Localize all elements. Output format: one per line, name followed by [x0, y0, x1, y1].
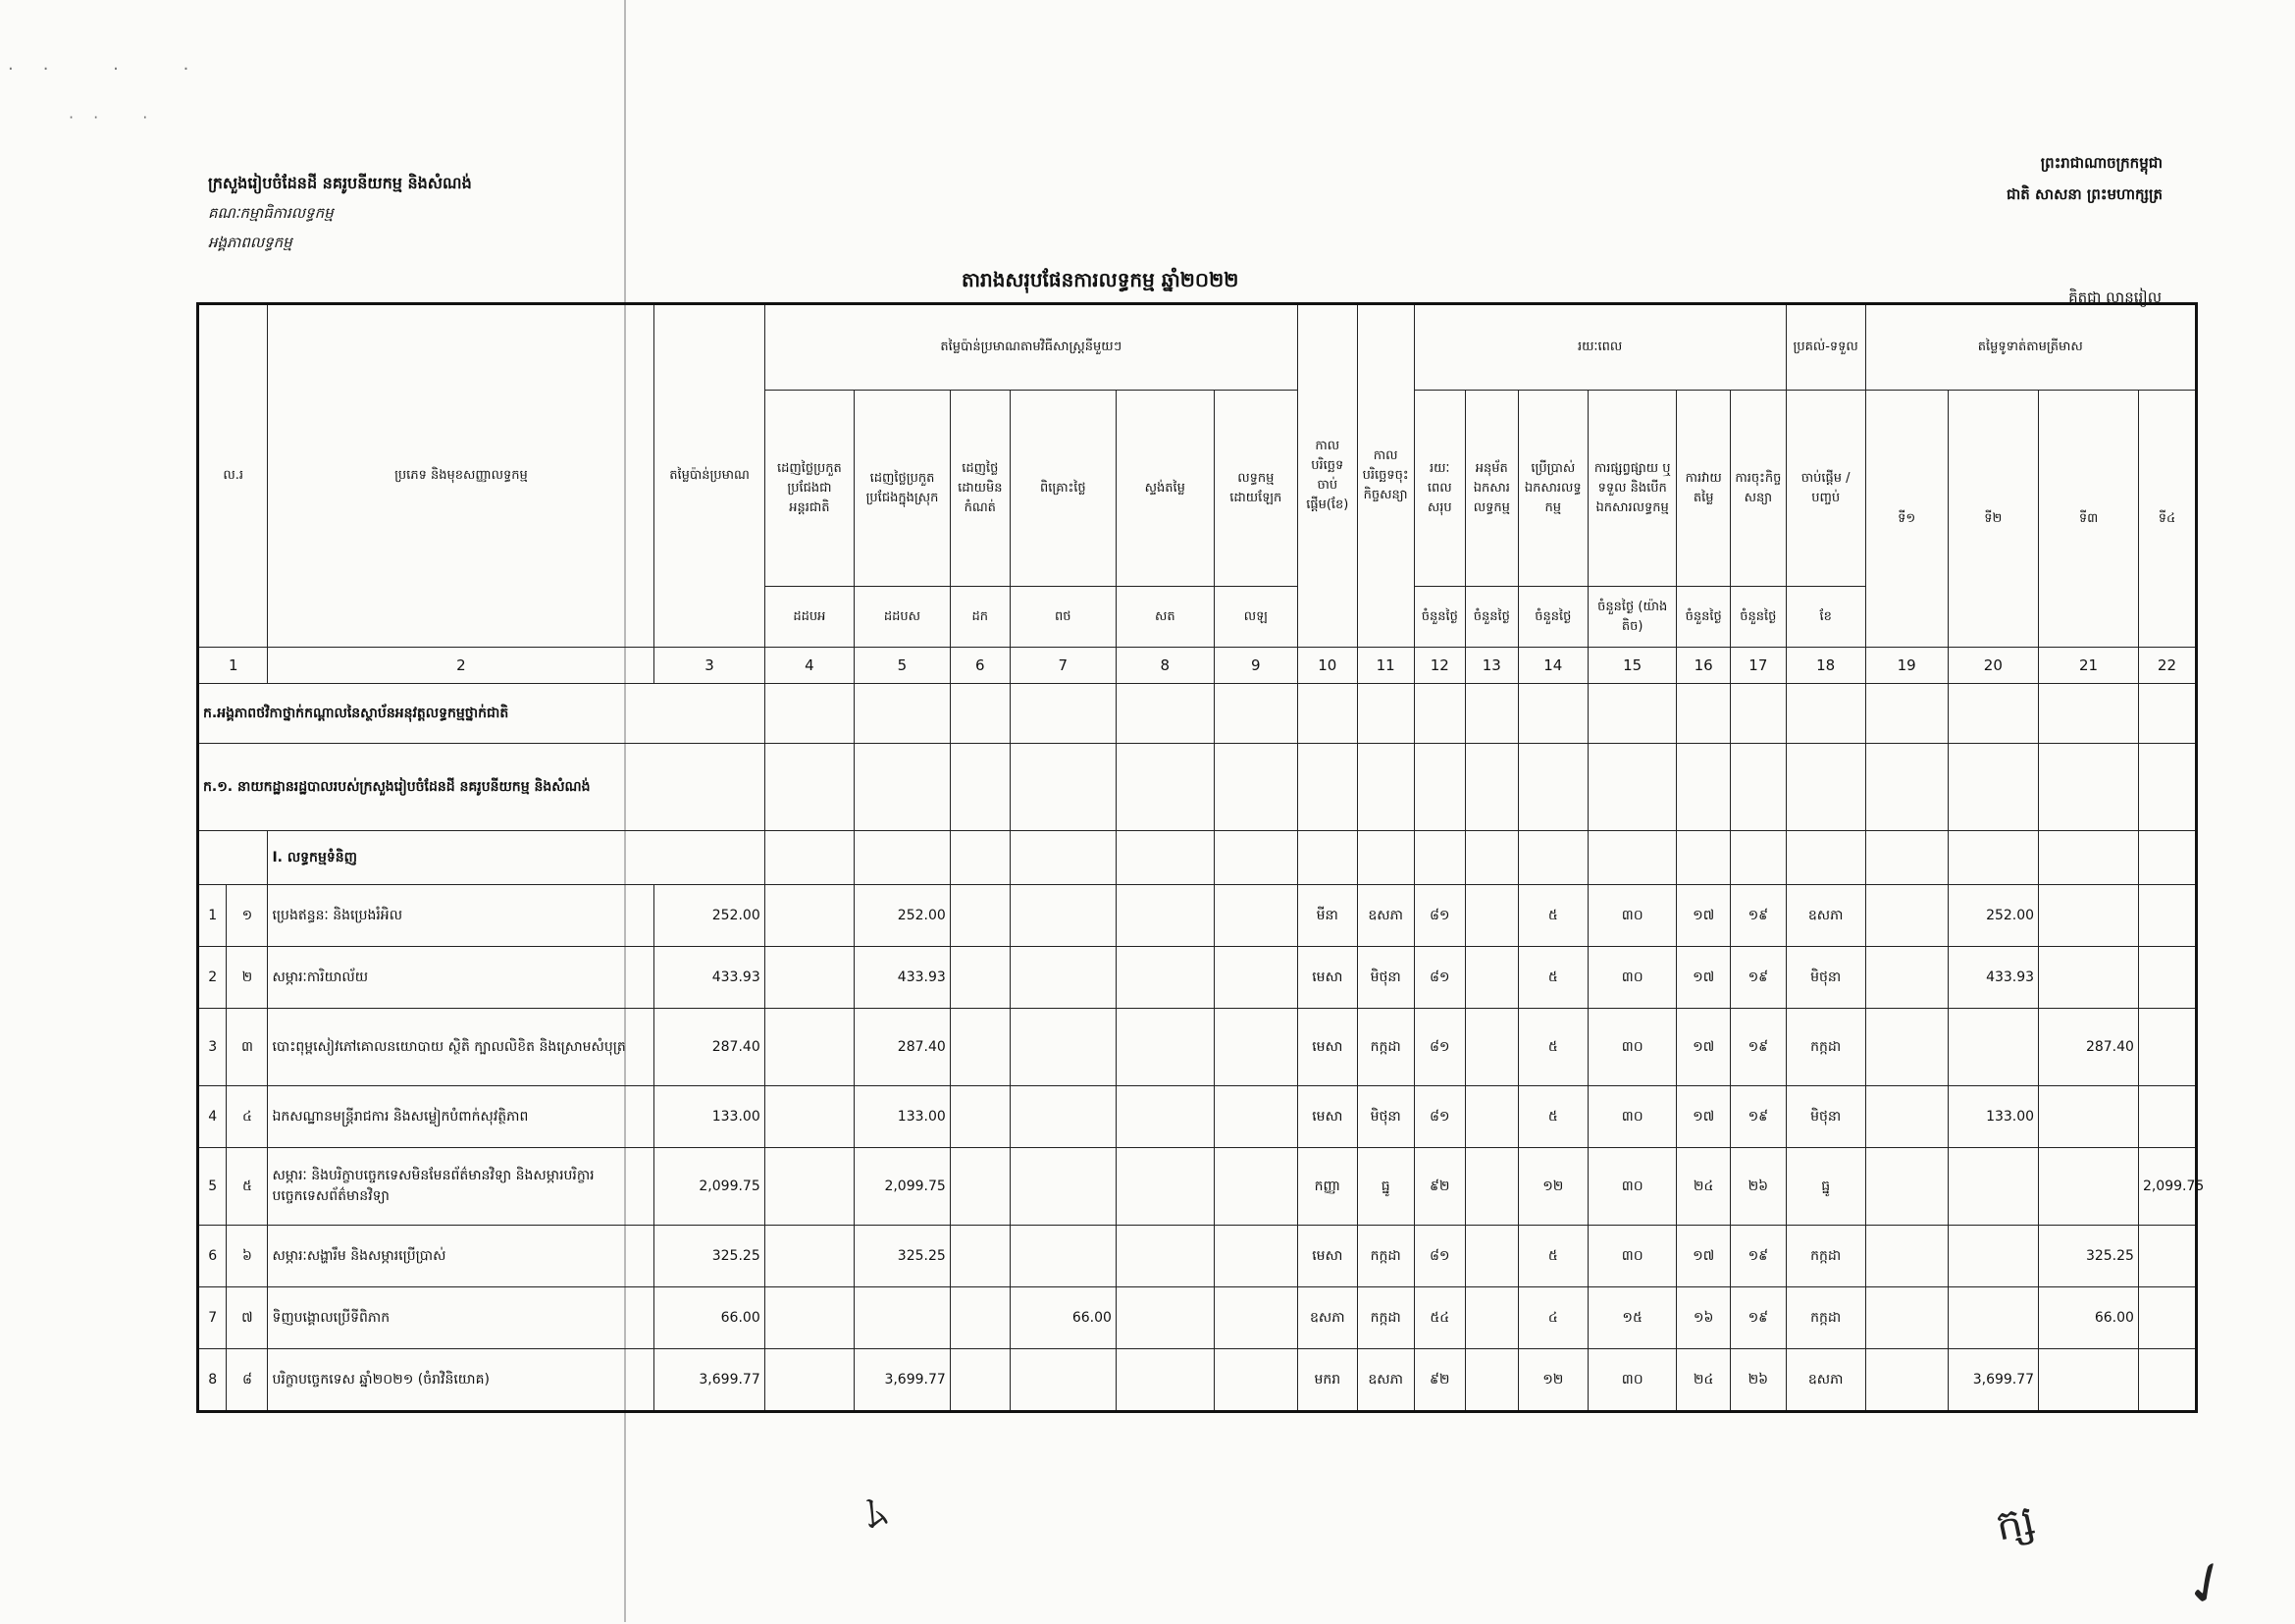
evaluation-days: ១៧	[1677, 1009, 1731, 1086]
sign-month: ឧសភា	[1357, 885, 1414, 947]
item-name: សម្ភារៈ និងបរិក្ខាបច្ចេកទេសមិនមែនព័ត៌មានវិទ្យា និងសម្ភារបរិក្ខារបច្ចេកទេសព័ត៌មានវិទ្យា	[268, 1148, 654, 1226]
use-days: ១២	[1518, 1148, 1588, 1226]
icb-value	[764, 1086, 854, 1148]
q1-value	[1865, 1349, 1948, 1412]
abbr-price-survey: សត	[1116, 587, 1214, 648]
special-value	[1214, 947, 1297, 1009]
table-row	[198, 1349, 2197, 1412]
row-no: 6	[198, 1226, 227, 1287]
row-sub-no: ៣	[227, 1009, 268, 1086]
contract-days: ២៦	[1730, 1148, 1786, 1226]
total-days: ៩២	[1414, 1349, 1466, 1412]
unlimited-value	[950, 1086, 1010, 1148]
table-row	[198, 947, 2197, 1009]
survey-value	[1116, 1009, 1214, 1086]
col-number: 4	[764, 648, 854, 684]
contract-days: ១៩	[1730, 1226, 1786, 1287]
evaluation-days: ១៦	[1677, 1287, 1731, 1349]
special-value	[1214, 1349, 1297, 1412]
col-number: 17	[1730, 648, 1786, 684]
ministry-name: ក្រសួងរៀបចំដែនដី នគរូបនីយកម្ម និងសំណង់	[208, 174, 472, 192]
start-month: មេសា	[1297, 1009, 1357, 1086]
section-row	[198, 744, 2197, 831]
consultation-value	[1010, 1086, 1116, 1148]
survey-value	[1116, 1086, 1214, 1148]
item-name: ទិញបង្គោលប្រើទីពិភាក	[268, 1287, 654, 1349]
budget-value: 3,699.77	[654, 1349, 764, 1412]
col-number: 15	[1589, 648, 1677, 684]
q4-value	[2138, 1349, 2196, 1412]
col-number: 6	[950, 648, 1010, 684]
table-row	[198, 1226, 2197, 1287]
unlimited-value	[950, 947, 1010, 1009]
sign-month: មិថុនា	[1357, 947, 1414, 1009]
check-mark: ✓	[2170, 1543, 2243, 1624]
q2-value: 252.00	[1948, 885, 2038, 947]
budget-value: 133.00	[654, 1086, 764, 1148]
col-header-sign-date: កាលបរិច្ឆេទចុះកិច្ចសន្យា	[1357, 304, 1414, 648]
col-header-use-docs: ប្រើប្រាស់ឯកសារលទ្ធកម្ម	[1518, 391, 1588, 587]
delivery-month: ឧសភា	[1786, 1349, 1865, 1412]
scan-specks: ·· · ·	[8, 59, 219, 79]
special-value	[1214, 885, 1297, 947]
approve-days	[1466, 1009, 1519, 1086]
col-header-publish: ការផ្សព្វផ្សាយ ឬ ទទួល និងបើកឯកសារលទ្ធកម្ម	[1589, 391, 1677, 587]
row-no: 4	[198, 1086, 227, 1148]
section-row	[198, 684, 2197, 744]
q4-value	[2138, 1226, 2196, 1287]
col-number: 22	[2138, 648, 2196, 684]
col-header-budget: តម្លៃប៉ាន់ប្រមាណ	[654, 304, 764, 648]
national-motto: ជាតិ សាសនា ព្រះមហាក្សត្រ	[2007, 185, 2163, 203]
icb-value	[764, 947, 854, 1009]
delivery-month: មិថុនា	[1786, 947, 1865, 1009]
q1-value	[1865, 885, 1948, 947]
q3-value: 325.25	[2039, 1226, 2139, 1287]
ncb-value: 287.40	[855, 1009, 951, 1086]
col-number: 13	[1466, 648, 1519, 684]
col-header-start-date: កាលបរិច្ឆេទចាប់ផ្តើម(ខែ)	[1297, 304, 1357, 648]
col-header-evaluation: ការវាយតម្លៃ	[1677, 391, 1731, 587]
icb-value	[764, 1349, 854, 1412]
row-no: 2	[198, 947, 227, 1009]
q1-value	[1865, 1287, 1948, 1349]
consultation-value	[1010, 885, 1116, 947]
col-number: 11	[1357, 648, 1414, 684]
consultation-value: 66.00	[1010, 1287, 1116, 1349]
col-number: 8	[1116, 648, 1214, 684]
committee-name: គណៈកម្មាធិការលទ្ធកម្ម	[208, 204, 334, 222]
section-title-a: ក.អង្គភាពថវិកាថ្នាក់កណ្តាលនៃស្ថាប័នអនុវត្តលទ្ធកម្មថ្នាក់ជាតិ	[198, 684, 765, 744]
col-header-q3: ទី៣	[2039, 391, 2139, 648]
col-header-start-end: ចាប់ផ្តើម /បញ្ចប់	[1786, 391, 1865, 587]
item-name: ប្រេងឥន្ធនៈ និងប្រេងរំអិល	[268, 885, 654, 947]
item-name: បរិក្ខាបច្ចេកទេស ឆ្នាំ២០២១ (ចំរាវិនិយោគ)	[268, 1349, 654, 1412]
q4-value: 2,099.75	[2138, 1148, 2196, 1226]
kingdom-header	[2007, 147, 2163, 210]
icb-value	[764, 1287, 854, 1349]
approve-days	[1466, 885, 1519, 947]
approve-days	[1466, 1287, 1519, 1349]
consultation-value	[1010, 1148, 1116, 1226]
unit-month-18: ខែ	[1786, 587, 1865, 648]
procurement-table-wrapper	[196, 302, 2205, 1413]
col-header-special: លទ្ធកម្មដោយឡែក	[1214, 391, 1297, 587]
total-days: ៨១	[1414, 947, 1466, 1009]
col-number: 7	[1010, 648, 1116, 684]
use-days: ៥	[1518, 885, 1588, 947]
sign-month: ធ្នូ	[1357, 1148, 1414, 1226]
q4-value	[2138, 1009, 2196, 1086]
q3-value	[2039, 1148, 2139, 1226]
unlimited-value	[950, 1148, 1010, 1226]
start-month: មីនា	[1297, 885, 1357, 947]
unlimited-value	[950, 1009, 1010, 1086]
consultation-value	[1010, 1226, 1116, 1287]
table-row	[198, 1287, 2197, 1349]
delivery-month: កក្កដា	[1786, 1009, 1865, 1086]
subsection-goods: I. លទ្ធកម្មទំនិញ	[268, 831, 764, 885]
publish-days: ៣០	[1589, 1226, 1677, 1287]
total-days: ៨១	[1414, 885, 1466, 947]
sign-month: មិថុនា	[1357, 1086, 1414, 1148]
start-month: មេសា	[1297, 947, 1357, 1009]
evaluation-days: ១៧	[1677, 1226, 1731, 1287]
unit-days-12: ចំនួនថ្ងៃ	[1414, 587, 1466, 648]
q2-value: 133.00	[1948, 1086, 2038, 1148]
budget-value: 287.40	[654, 1009, 764, 1086]
col-number: 3	[654, 648, 764, 684]
row-no: 3	[198, 1009, 227, 1086]
start-month: កញ្ញា	[1297, 1148, 1357, 1226]
special-value	[1214, 1086, 1297, 1148]
survey-value	[1116, 1287, 1214, 1349]
use-days: ១២	[1518, 1349, 1588, 1412]
delivery-month: ឧសភា	[1786, 885, 1865, 947]
col-group-budget-methods: តម្លៃប៉ាន់ប្រមាណតាមវិធីសាស្ត្រនីមួយៗ	[764, 304, 1297, 391]
abbr-consultation: ពថ	[1010, 587, 1116, 648]
q2-value: 433.93	[1948, 947, 2038, 1009]
col-number: 5	[855, 648, 951, 684]
ncb-value: 3,699.77	[855, 1349, 951, 1412]
start-month: ឧសភា	[1297, 1287, 1357, 1349]
signature-mark-left: ﾑ	[857, 1487, 893, 1540]
col-header-icb: ដេញថ្លៃប្រកួតប្រជែងជាអន្តរជាតិ	[764, 391, 854, 587]
start-month: មេសា	[1297, 1226, 1357, 1287]
approve-days	[1466, 1148, 1519, 1226]
col-group-delivery: ប្រគល់-ទទួល	[1786, 304, 1865, 391]
ncb-value: 433.93	[855, 947, 951, 1009]
col-header-q4: ទី៤	[2138, 391, 2196, 648]
unlimited-value	[950, 1226, 1010, 1287]
start-month: មករា	[1297, 1349, 1357, 1412]
consultation-value	[1010, 1349, 1116, 1412]
sign-month: កក្កដា	[1357, 1226, 1414, 1287]
row-sub-no: ៦	[227, 1226, 268, 1287]
table-row	[198, 1009, 2197, 1086]
currency-unit: គិតជា លានរៀល	[2068, 288, 2162, 306]
consultation-value	[1010, 1009, 1116, 1086]
sign-month: កក្កដា	[1357, 1287, 1414, 1349]
sign-month: កក្កដា	[1357, 1009, 1414, 1086]
contract-days: ១៩	[1730, 1009, 1786, 1086]
delivery-month: មិថុនា	[1786, 1086, 1865, 1148]
approve-days	[1466, 1086, 1519, 1148]
table-row	[198, 1086, 2197, 1148]
delivery-month: ធ្នូ	[1786, 1148, 1865, 1226]
icb-value	[764, 1148, 854, 1226]
q4-value	[2138, 1287, 2196, 1349]
row-sub-no: ២	[227, 947, 268, 1009]
q1-value	[1865, 947, 1948, 1009]
col-header-q2: ទី២	[1948, 391, 2038, 648]
evaluation-days: ២៤	[1677, 1349, 1731, 1412]
item-name: សម្ភារៈសង្ហារឹម និងសម្ភារប្រើប្រាស់	[268, 1226, 654, 1287]
col-group-quarter: តម្លៃទូទាត់តាមត្រីមាស	[1865, 304, 2196, 391]
col-header-unlimited: ដេញថ្លៃដោយមិនកំណត់	[950, 391, 1010, 587]
q2-value	[1948, 1148, 2038, 1226]
item-name: សម្ភារៈការិយាល័យ	[268, 947, 654, 1009]
col-number: 16	[1677, 648, 1731, 684]
q1-value	[1865, 1148, 1948, 1226]
col-header-ncb: ដេញថ្លៃប្រកួតប្រជែងក្នុងស្រុក	[855, 391, 951, 587]
q3-value: 287.40	[2039, 1009, 2139, 1086]
row-sub-no: ៧	[227, 1287, 268, 1349]
q3-value	[2039, 947, 2139, 1009]
approve-days	[1466, 1226, 1519, 1287]
col-number: 19	[1865, 648, 1948, 684]
q3-value	[2039, 885, 2139, 947]
use-days: ៥	[1518, 947, 1588, 1009]
total-days: ៨១	[1414, 1086, 1466, 1148]
row-no: 1	[198, 885, 227, 947]
q2-value: 3,699.77	[1948, 1349, 2038, 1412]
unlimited-value	[950, 885, 1010, 947]
survey-value	[1116, 1226, 1214, 1287]
col-header-q1: ទី១	[1865, 391, 1948, 648]
col-header-price-survey: ស្ទង់តម្លៃ	[1116, 391, 1214, 587]
publish-days: ៣០	[1589, 885, 1677, 947]
row-no: 8	[198, 1349, 227, 1412]
col-header-no: ល.រ	[198, 304, 268, 648]
q3-value: 66.00	[2039, 1287, 2139, 1349]
q3-value	[2039, 1349, 2139, 1412]
row-no: 5	[198, 1148, 227, 1226]
budget-value: 252.00	[654, 885, 764, 947]
contract-days: ១៩	[1730, 947, 1786, 1009]
q1-value	[1865, 1009, 1948, 1086]
col-header-consultation: ពិគ្រោះថ្លៃ	[1010, 391, 1116, 587]
table-row	[198, 885, 2197, 947]
survey-value	[1116, 947, 1214, 1009]
contract-days: ១៩	[1730, 1086, 1786, 1148]
survey-value	[1116, 1148, 1214, 1226]
use-days: ៤	[1518, 1287, 1588, 1349]
publish-days: ៣០	[1589, 1148, 1677, 1226]
total-days: ៩២	[1414, 1148, 1466, 1226]
unit-days-16: ចំនួនថ្ងៃ	[1677, 587, 1731, 648]
start-month: មេសា	[1297, 1086, 1357, 1148]
contract-days: ១៩	[1730, 1287, 1786, 1349]
abbr-special: លឡ	[1214, 587, 1297, 648]
column-number-row	[198, 648, 2197, 684]
special-value	[1214, 1287, 1297, 1349]
survey-value	[1116, 1349, 1214, 1412]
kingdom-name: ព្រះរាជាណាចក្រកម្ពុជា	[2040, 154, 2163, 172]
evaluation-days: ១៧	[1677, 1086, 1731, 1148]
q4-value	[2138, 1086, 2196, 1148]
col-number: 12	[1414, 648, 1466, 684]
evaluation-days: ១៧	[1677, 885, 1731, 947]
evaluation-days: ២៤	[1677, 1148, 1731, 1226]
col-number: 14	[1518, 648, 1588, 684]
contract-days: ២៦	[1730, 1349, 1786, 1412]
col-header-total-duration: រយៈពេលសរុប	[1414, 391, 1466, 587]
unit-days-14: ចំនួនថ្ងៃ	[1518, 587, 1588, 648]
unit-days-17: ចំនួនថ្ងៃ	[1730, 587, 1786, 648]
use-days: ៥	[1518, 1009, 1588, 1086]
abbr-ncb: ដដបស	[855, 587, 951, 648]
use-days: ៥	[1518, 1086, 1588, 1148]
table-row	[198, 1148, 2197, 1226]
ncb-value: 2,099.75	[855, 1148, 951, 1226]
col-number: 1	[198, 648, 268, 684]
evaluation-days: ១៧	[1677, 947, 1731, 1009]
abbr-icb: ដដបអ	[764, 587, 854, 648]
ncb-value	[855, 1287, 951, 1349]
special-value	[1214, 1226, 1297, 1287]
col-number: 20	[1948, 648, 2038, 684]
subsection-row	[198, 831, 2197, 885]
approve-days	[1466, 947, 1519, 1009]
publish-days: ៣០	[1589, 1009, 1677, 1086]
row-sub-no: ៨	[227, 1349, 268, 1412]
unit-name: អង្គភាពលទ្ធកម្ម	[208, 234, 292, 251]
publish-days: ៣០	[1589, 1349, 1677, 1412]
publish-days: ៣០	[1589, 1086, 1677, 1148]
row-sub-no: ៤	[227, 1086, 268, 1148]
ministry-header	[208, 169, 472, 257]
item-name: បោះពុម្ពសៀវភៅគោលនយោបាយ ស្ថិតិ ក្បាលលិខិត និងស្រោមសំបុត្រ	[268, 1009, 654, 1086]
publish-days: ១៥	[1589, 1287, 1677, 1349]
budget-value: 2,099.75	[654, 1148, 764, 1226]
use-days: ៥	[1518, 1226, 1588, 1287]
col-header-contract: ការចុះកិច្ចសន្យា	[1730, 391, 1786, 587]
unit-days-15: ចំនួនថ្ងៃ (យ៉ាងតិច)	[1589, 587, 1677, 648]
item-name: ឯកសណ្ឋានមន្ត្រីរាជការ និងសម្លៀកបំពាក់សុវត្ថិភាព	[268, 1086, 654, 1148]
total-days: ៨១	[1414, 1226, 1466, 1287]
ncb-value: 252.00	[855, 885, 951, 947]
sign-month: ឧសភា	[1357, 1349, 1414, 1412]
signature-mark-right: ក្ស	[1991, 1494, 2039, 1550]
icb-value	[764, 1226, 854, 1287]
abbr-unlimited: ដក	[950, 587, 1010, 648]
q3-value	[2039, 1086, 2139, 1148]
ncb-value: 325.25	[855, 1226, 951, 1287]
col-header-approve-docs: អនុម័តឯកសារលទ្ធកម្ម	[1466, 391, 1519, 587]
scan-specks-2: ·· ·	[69, 108, 168, 127]
delivery-month: កក្កដា	[1786, 1226, 1865, 1287]
unit-days-13: ចំនួនថ្ងៃ	[1466, 587, 1519, 648]
budget-value: 325.25	[654, 1226, 764, 1287]
section-title-a1: ក.១. នាយកដ្ឋានរដ្ឋបាលរបស់ក្រសួងរៀបចំដែនដី នគរូបនីយកម្ម និងសំណង់	[198, 744, 765, 831]
unlimited-value	[950, 1349, 1010, 1412]
special-value	[1214, 1148, 1297, 1226]
approve-days	[1466, 1349, 1519, 1412]
data-rows	[198, 885, 2205, 1412]
budget-value: 66.00	[654, 1287, 764, 1349]
budget-value: 433.93	[654, 947, 764, 1009]
unlimited-value	[950, 1287, 1010, 1349]
q4-value	[2138, 885, 2196, 947]
procurement-plan-table	[196, 302, 2205, 1413]
document-title: តារាងសរុបផែនការលទ្ធកម្ម ឆ្នាំ២០២២	[962, 268, 1239, 291]
q2-value	[1948, 1226, 2038, 1287]
icb-value	[764, 885, 854, 947]
col-group-duration: រយៈពេល	[1414, 304, 1786, 391]
survey-value	[1116, 885, 1214, 947]
total-days: ៨១	[1414, 1009, 1466, 1086]
q1-value	[1865, 1086, 1948, 1148]
col-number: 21	[2039, 648, 2139, 684]
col-number: 18	[1786, 648, 1865, 684]
delivery-month: កក្កដា	[1786, 1287, 1865, 1349]
row-sub-no: ១	[227, 885, 268, 947]
q2-value	[1948, 1009, 2038, 1086]
row-sub-no: ៥	[227, 1148, 268, 1226]
icb-value	[764, 1009, 854, 1086]
total-days: ៥៤	[1414, 1287, 1466, 1349]
publish-days: ៣០	[1589, 947, 1677, 1009]
col-number: 9	[1214, 648, 1297, 684]
col-header-type: ប្រភេទ និងមុខសញ្ញាលទ្ធកម្ម	[268, 304, 654, 648]
contract-days: ១៩	[1730, 885, 1786, 947]
row-no: 7	[198, 1287, 227, 1349]
col-number: 10	[1297, 648, 1357, 684]
q1-value	[1865, 1226, 1948, 1287]
special-value	[1214, 1009, 1297, 1086]
q4-value	[2138, 947, 2196, 1009]
ncb-value: 133.00	[855, 1086, 951, 1148]
consultation-value	[1010, 947, 1116, 1009]
q2-value	[1948, 1287, 2038, 1349]
col-number: 2	[268, 648, 654, 684]
